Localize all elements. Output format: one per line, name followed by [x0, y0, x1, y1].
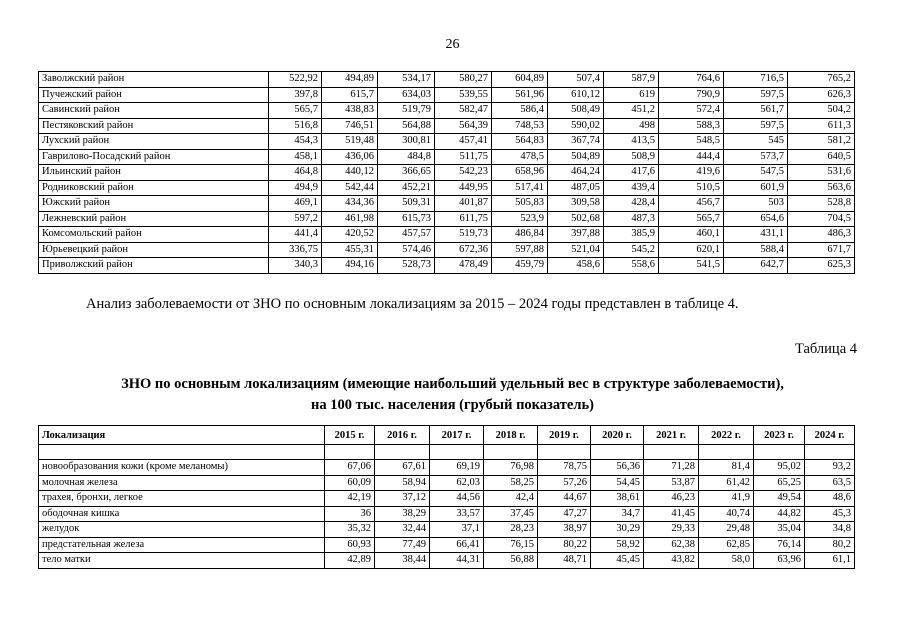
value-cell: 449,95	[435, 180, 492, 196]
value-cell: 541,5	[659, 258, 724, 274]
value-cell: 76,15	[484, 537, 538, 553]
localization-row	[39, 553, 855, 569]
spacer-cell	[39, 445, 325, 460]
column-header-localization: Локализация	[39, 426, 325, 445]
value-cell: 78,75	[538, 460, 591, 476]
value-cell: 459,79	[492, 258, 548, 274]
value-cell: 640,5	[788, 149, 855, 165]
value-cell: 765,2	[788, 72, 855, 88]
value-cell: 37,45	[484, 506, 538, 522]
value-cell: 67,06	[325, 460, 375, 476]
value-cell: 33,57	[430, 506, 484, 522]
value-cell: 748,53	[492, 118, 548, 134]
value-cell: 76,14	[754, 537, 805, 553]
value-cell: 545	[724, 134, 788, 150]
value-cell: 35,04	[754, 522, 805, 538]
value-cell: 366,65	[378, 165, 435, 181]
value-cell: 458,6	[548, 258, 604, 274]
value-cell: 455,31	[322, 242, 378, 258]
value-cell: 503	[724, 196, 788, 212]
value-cell: 397,8	[269, 87, 322, 103]
value-cell: 420,52	[322, 227, 378, 243]
value-cell: 548,5	[659, 134, 724, 150]
row-label: Пучежский район	[39, 87, 269, 103]
value-cell: 764,6	[659, 72, 724, 88]
value-cell: 76,98	[484, 460, 538, 476]
value-cell: 494,9	[269, 180, 322, 196]
value-cell: 34,8	[805, 522, 855, 538]
value-cell: 62,38	[644, 537, 699, 553]
value-cell: 38,97	[538, 522, 591, 538]
value-cell: 563,6	[788, 180, 855, 196]
value-cell: 66,41	[430, 537, 484, 553]
row-label: новообразования кожи (кроме меланомы)	[39, 460, 325, 476]
localization-row	[39, 475, 855, 491]
value-cell: 626,3	[788, 87, 855, 103]
value-cell: 487,3	[604, 211, 659, 227]
value-cell: 505,83	[492, 196, 548, 212]
value-cell: 582,47	[435, 103, 492, 119]
value-cell: 464,8	[269, 165, 322, 181]
value-cell: 601,9	[724, 180, 788, 196]
value-cell: 498	[604, 118, 659, 134]
value-cell: 561,7	[724, 103, 788, 119]
value-cell: 309,58	[548, 196, 604, 212]
value-cell: 56,36	[591, 460, 644, 476]
value-cell: 413,5	[604, 134, 659, 150]
district-row	[39, 180, 855, 196]
value-cell: 44,31	[430, 553, 484, 569]
localization-row	[39, 491, 855, 507]
value-cell: 38,61	[591, 491, 644, 507]
value-cell: 502,68	[548, 211, 604, 227]
value-cell: 454,3	[269, 134, 322, 150]
value-cell: 522,92	[269, 72, 322, 88]
district-row	[39, 118, 855, 134]
value-cell: 434,36	[322, 196, 378, 212]
value-cell: 300,81	[378, 134, 435, 150]
value-cell: 521,04	[548, 242, 604, 258]
value-cell: 53,87	[644, 475, 699, 491]
value-cell: 634,03	[378, 87, 435, 103]
value-cell: 604,89	[492, 72, 548, 88]
value-cell: 61,1	[805, 553, 855, 569]
district-row	[39, 72, 855, 88]
value-cell: 507,4	[548, 72, 604, 88]
value-cell: 588,4	[724, 242, 788, 258]
value-cell: 531,6	[788, 165, 855, 181]
spacer-cell	[375, 445, 430, 460]
value-cell: 519,73	[435, 227, 492, 243]
spacer-cell	[805, 445, 855, 460]
value-cell: 57,26	[538, 475, 591, 491]
spacer-row	[39, 445, 855, 460]
spacer-cell	[325, 445, 375, 460]
value-cell: 385,9	[604, 227, 659, 243]
row-label: предстательная железа	[39, 537, 325, 553]
value-cell: 508,49	[548, 103, 604, 119]
table-title	[40, 374, 865, 416]
value-cell: 46,23	[644, 491, 699, 507]
row-label: Лежневский район	[39, 211, 269, 227]
row-label: Ильинский район	[39, 165, 269, 181]
value-cell: 565,7	[659, 211, 724, 227]
value-cell: 54,45	[591, 475, 644, 491]
value-cell: 47,27	[538, 506, 591, 522]
district-row	[39, 227, 855, 243]
value-cell: 95,02	[754, 460, 805, 476]
district-row	[39, 87, 855, 103]
value-cell: 58,92	[591, 537, 644, 553]
value-cell: 42,89	[325, 553, 375, 569]
value-cell: 542,44	[322, 180, 378, 196]
value-cell: 44,82	[754, 506, 805, 522]
value-cell: 457,41	[435, 134, 492, 150]
value-cell: 28,23	[484, 522, 538, 538]
value-cell: 573,7	[724, 149, 788, 165]
value-cell: 41,45	[644, 506, 699, 522]
value-cell: 41,9	[699, 491, 754, 507]
row-label: трахея, бронхи, легкое	[39, 491, 325, 507]
value-cell: 658,96	[492, 165, 548, 181]
column-header-year: 2016 г.	[375, 426, 430, 445]
analysis-paragraph: Анализ заболеваемости от ЗНО по основным локализациям за 2015 – 2024 годы представлен в таблице 4.	[86, 296, 739, 312]
column-header-year: 2020 г.	[591, 426, 644, 445]
value-cell: 34,7	[591, 506, 644, 522]
row-label: Гаврилово-Посадский район	[39, 149, 269, 165]
value-cell: 45,45	[591, 553, 644, 569]
value-cell: 619	[604, 87, 659, 103]
value-cell: 519,79	[378, 103, 435, 119]
value-cell: 610,12	[548, 87, 604, 103]
value-cell: 458,1	[269, 149, 322, 165]
column-header-year: 2018 г.	[484, 426, 538, 445]
district-row	[39, 242, 855, 258]
district-table	[38, 71, 855, 274]
column-header-year: 2024 г.	[805, 426, 855, 445]
row-label: Южский район	[39, 196, 269, 212]
value-cell: 572,4	[659, 103, 724, 119]
row-label: Пестяковский район	[39, 118, 269, 134]
column-header-year: 2023 г.	[754, 426, 805, 445]
value-cell: 32,44	[375, 522, 430, 538]
value-cell: 340,3	[269, 258, 322, 274]
value-cell: 56,88	[484, 553, 538, 569]
row-label: Комсомольский район	[39, 227, 269, 243]
value-cell: 716,5	[724, 72, 788, 88]
value-cell: 63,96	[754, 553, 805, 569]
column-header-year: 2022 г.	[699, 426, 754, 445]
value-cell: 510,5	[659, 180, 724, 196]
value-cell: 564,88	[378, 118, 435, 134]
value-cell: 63,5	[805, 475, 855, 491]
value-cell: 42,4	[484, 491, 538, 507]
value-cell: 439,4	[604, 180, 659, 196]
value-cell: 581,2	[788, 134, 855, 150]
value-cell: 564,83	[492, 134, 548, 150]
row-label: Юрьевецкий район	[39, 242, 269, 258]
value-cell: 464,24	[548, 165, 604, 181]
value-cell: 58,25	[484, 475, 538, 491]
localization-row	[39, 506, 855, 522]
value-cell: 456,7	[659, 196, 724, 212]
value-cell: 36	[325, 506, 375, 522]
value-cell: 704,5	[788, 211, 855, 227]
value-cell: 504,2	[788, 103, 855, 119]
district-row	[39, 165, 855, 181]
table-header-row	[39, 426, 855, 445]
value-cell: 61,42	[699, 475, 754, 491]
value-cell: 460,1	[659, 227, 724, 243]
value-cell: 586,4	[492, 103, 548, 119]
value-cell: 528,73	[378, 258, 435, 274]
value-cell: 558,6	[604, 258, 659, 274]
row-label: Заволжский район	[39, 72, 269, 88]
value-cell: 45,3	[805, 506, 855, 522]
value-cell: 43,82	[644, 553, 699, 569]
spacer-cell	[644, 445, 699, 460]
value-cell: 29,33	[644, 522, 699, 538]
value-cell: 80,2	[805, 537, 855, 553]
value-cell: 517,41	[492, 180, 548, 196]
value-cell: 42,19	[325, 491, 375, 507]
value-cell: 441,4	[269, 227, 322, 243]
value-cell: 428,4	[604, 196, 659, 212]
value-cell: 487,05	[548, 180, 604, 196]
value-cell: 671,7	[788, 242, 855, 258]
value-cell: 62,03	[430, 475, 484, 491]
value-cell: 35,32	[325, 522, 375, 538]
row-label: Приволжский район	[39, 258, 269, 274]
value-cell: 542,23	[435, 165, 492, 181]
row-label: Родниковский район	[39, 180, 269, 196]
value-cell: 597,88	[492, 242, 548, 258]
value-cell: 48,6	[805, 491, 855, 507]
table-title-line-2: на 100 тыс. населения (грубый показатель)	[311, 397, 594, 413]
value-cell: 417,6	[604, 165, 659, 181]
value-cell: 597,2	[269, 211, 322, 227]
value-cell: 478,49	[435, 258, 492, 274]
value-cell: 790,9	[659, 87, 724, 103]
row-label: тело матки	[39, 553, 325, 569]
value-cell: 625,3	[788, 258, 855, 274]
row-label: Лухский район	[39, 134, 269, 150]
column-header-year: 2021 г.	[644, 426, 699, 445]
value-cell: 574,46	[378, 242, 435, 258]
value-cell: 615,7	[322, 87, 378, 103]
value-cell: 367,74	[548, 134, 604, 150]
value-cell: 597,5	[724, 87, 788, 103]
value-cell: 494,89	[322, 72, 378, 88]
value-cell: 397,88	[548, 227, 604, 243]
value-cell: 494,16	[322, 258, 378, 274]
value-cell: 436,06	[322, 149, 378, 165]
value-cell: 528,8	[788, 196, 855, 212]
value-cell: 419,6	[659, 165, 724, 181]
row-label: желудок	[39, 522, 325, 538]
value-cell: 451,2	[604, 103, 659, 119]
value-cell: 523,9	[492, 211, 548, 227]
value-cell: 336,75	[269, 242, 322, 258]
value-cell: 67,61	[375, 460, 430, 476]
district-row	[39, 258, 855, 274]
value-cell: 40,74	[699, 506, 754, 522]
value-cell: 30,29	[591, 522, 644, 538]
value-cell: 452,21	[378, 180, 435, 196]
value-cell: 504,89	[548, 149, 604, 165]
table-title-line-1: ЗНО по основным локализациям (имеющие наибольший удельный вес в структуре заболеваемости),	[121, 376, 784, 392]
value-cell: 486,3	[788, 227, 855, 243]
row-label: ободочная кишка	[39, 506, 325, 522]
row-label: молочная железа	[39, 475, 325, 491]
row-label: Савинский район	[39, 103, 269, 119]
value-cell: 80,22	[538, 537, 591, 553]
value-cell: 65,25	[754, 475, 805, 491]
value-cell: 484,8	[378, 149, 435, 165]
value-cell: 444,4	[659, 149, 724, 165]
value-cell: 615,73	[378, 211, 435, 227]
value-cell: 508,9	[604, 149, 659, 165]
value-cell: 44,67	[538, 491, 591, 507]
value-cell: 49,54	[754, 491, 805, 507]
localization-row	[39, 537, 855, 553]
value-cell: 58,94	[375, 475, 430, 491]
table-label: Таблица 4	[794, 341, 857, 357]
page-number: 26	[445, 37, 460, 52]
spacer-cell	[430, 445, 484, 460]
spacer-cell	[699, 445, 754, 460]
value-cell: 77,49	[375, 537, 430, 553]
value-cell: 469,1	[269, 196, 322, 212]
value-cell: 511,75	[435, 149, 492, 165]
value-cell: 81,4	[699, 460, 754, 476]
spacer-cell	[538, 445, 591, 460]
value-cell: 401,87	[435, 196, 492, 212]
value-cell: 534,17	[378, 72, 435, 88]
value-cell: 478,5	[492, 149, 548, 165]
value-cell: 60,09	[325, 475, 375, 491]
value-cell: 746,51	[322, 118, 378, 134]
value-cell: 48,71	[538, 553, 591, 569]
district-row	[39, 149, 855, 165]
value-cell: 620,1	[659, 242, 724, 258]
value-cell: 93,2	[805, 460, 855, 476]
value-cell: 642,7	[724, 258, 788, 274]
value-cell: 37,12	[375, 491, 430, 507]
value-cell: 38,44	[375, 553, 430, 569]
value-cell: 71,28	[644, 460, 699, 476]
value-cell: 561,96	[492, 87, 548, 103]
value-cell: 486,84	[492, 227, 548, 243]
district-row	[39, 196, 855, 212]
value-cell: 60,93	[325, 537, 375, 553]
district-row	[39, 103, 855, 119]
value-cell: 58,0	[699, 553, 754, 569]
value-cell: 539,55	[435, 87, 492, 103]
district-row	[39, 211, 855, 227]
district-row	[39, 134, 855, 150]
value-cell: 519,48	[322, 134, 378, 150]
value-cell: 44,56	[430, 491, 484, 507]
value-cell: 654,6	[724, 211, 788, 227]
value-cell: 29,48	[699, 522, 754, 538]
column-header-year: 2019 г.	[538, 426, 591, 445]
value-cell: 547,5	[724, 165, 788, 181]
value-cell: 545,2	[604, 242, 659, 258]
value-cell: 461,98	[322, 211, 378, 227]
value-cell: 440,12	[322, 165, 378, 181]
value-cell: 588,3	[659, 118, 724, 134]
value-cell: 62,85	[699, 537, 754, 553]
value-cell: 564,39	[435, 118, 492, 134]
localization-row	[39, 460, 855, 476]
localization-table	[38, 425, 855, 569]
spacer-cell	[591, 445, 644, 460]
value-cell: 438,83	[322, 103, 378, 119]
value-cell: 590,02	[548, 118, 604, 134]
value-cell: 509,31	[378, 196, 435, 212]
value-cell: 597,5	[724, 118, 788, 134]
value-cell: 611,3	[788, 118, 855, 134]
value-cell: 587,9	[604, 72, 659, 88]
column-header-year: 2017 г.	[430, 426, 484, 445]
value-cell: 611,75	[435, 211, 492, 227]
value-cell: 580,27	[435, 72, 492, 88]
spacer-cell	[754, 445, 805, 460]
column-header-year: 2015 г.	[325, 426, 375, 445]
value-cell: 457,57	[378, 227, 435, 243]
value-cell: 38,29	[375, 506, 430, 522]
value-cell: 565,7	[269, 103, 322, 119]
value-cell: 431,1	[724, 227, 788, 243]
value-cell: 37,1	[430, 522, 484, 538]
spacer-cell	[484, 445, 538, 460]
value-cell: 69,19	[430, 460, 484, 476]
localization-row	[39, 522, 855, 538]
value-cell: 516,8	[269, 118, 322, 134]
value-cell: 672,36	[435, 242, 492, 258]
